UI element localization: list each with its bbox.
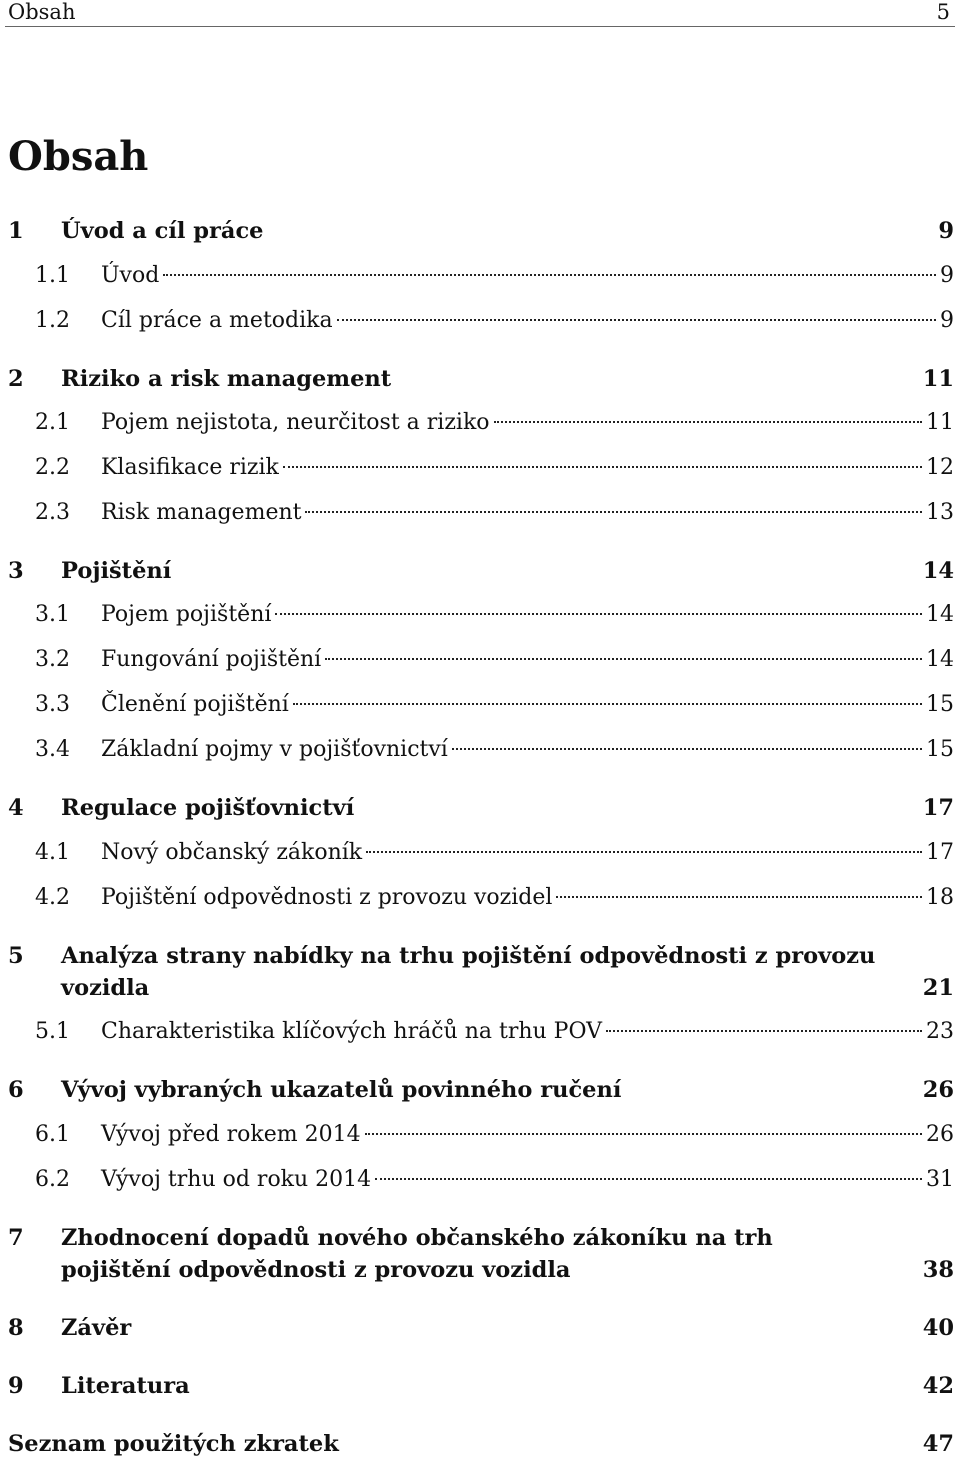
toc-section[interactable] — [8, 407, 954, 439]
dot-leader — [325, 658, 922, 660]
toc-number: 4.1 — [35, 840, 70, 865]
toc-number: 2.1 — [35, 410, 70, 435]
toc-section[interactable] — [8, 452, 954, 484]
toc-label: Analýza strany nabídky na trhu pojištění odpovědnosti z provozu vozidla — [61, 943, 876, 1001]
toc-page: 38 — [922, 1257, 954, 1283]
toc-label: Pojištění — [61, 558, 172, 584]
toc-section[interactable] — [8, 260, 954, 292]
toc-label: Literatura — [61, 1373, 190, 1399]
toc-chapter[interactable] — [8, 792, 954, 824]
page-header — [5, 0, 955, 27]
toc-chapter[interactable] — [8, 1370, 954, 1402]
header-section-title: Obsah — [8, 0, 76, 24]
toc-label: Fungování pojištění — [101, 647, 322, 672]
dot-leader — [606, 1030, 922, 1032]
toc-number: 2.3 — [35, 500, 70, 525]
toc-number: 6.2 — [35, 1167, 70, 1192]
toc-label: Úvod — [101, 263, 160, 288]
toc-section[interactable] — [8, 689, 954, 721]
toc-number: 5.1 — [35, 1019, 70, 1044]
toc-page: 9 — [938, 218, 954, 244]
toc-label: Risk management — [101, 500, 302, 525]
toc-page: 17 — [926, 840, 954, 865]
toc-page: 15 — [926, 692, 954, 717]
toc-label: Pojem pojištění — [101, 602, 272, 627]
toc-page: 31 — [926, 1167, 954, 1192]
toc-label: Základní pojmy v pojišťovnictví — [101, 737, 448, 762]
toc-number: 1 — [8, 218, 24, 244]
dot-leader — [337, 319, 936, 321]
toc-label: Riziko a risk management — [61, 366, 392, 392]
toc-section[interactable] — [8, 644, 954, 676]
toc-page: 26 — [926, 1122, 954, 1147]
dot-leader — [163, 274, 936, 276]
toc-label: Závěr — [61, 1315, 132, 1341]
toc-chapter[interactable] — [8, 1074, 954, 1106]
dot-leader — [283, 466, 922, 468]
dot-leader — [365, 1133, 922, 1135]
dot-leader — [452, 748, 922, 750]
toc-number: 9 — [8, 1373, 24, 1399]
toc-section[interactable] — [8, 497, 954, 529]
toc-label: Vývoj vybraných ukazatelů povinného ručení — [61, 1077, 622, 1103]
toc-chapter[interactable] — [8, 1222, 954, 1286]
toc-label: Úvod a cíl práce — [61, 218, 264, 244]
toc-chapter[interactable] — [8, 555, 954, 587]
toc-page: 42 — [922, 1373, 954, 1399]
toc-page: 13 — [926, 500, 954, 525]
dot-leader — [275, 613, 922, 615]
dot-leader — [375, 1178, 922, 1180]
dot-leader — [556, 896, 922, 898]
toc-number: 1.2 — [35, 308, 70, 333]
toc-number: 6 — [8, 1077, 24, 1103]
toc-page: 14 — [922, 558, 954, 584]
toc-number: 7 — [8, 1225, 24, 1251]
toc-section[interactable] — [8, 734, 954, 766]
toc-page: 11 — [926, 410, 954, 435]
toc-number: 1.1 — [35, 263, 70, 288]
toc-number: 3.4 — [35, 737, 70, 762]
toc-number: 2 — [8, 366, 24, 392]
toc-number: 2.2 — [35, 455, 70, 480]
toc-section[interactable] — [8, 1119, 954, 1151]
toc-number: 3.3 — [35, 692, 70, 717]
toc-section[interactable] — [8, 1164, 954, 1196]
toc-page: 26 — [922, 1077, 954, 1103]
toc-page: 9 — [940, 263, 954, 288]
toc-page: 17 — [922, 795, 954, 821]
toc-chapter[interactable] — [8, 940, 954, 1004]
toc-page: 9 — [940, 308, 954, 333]
toc-number: 6.1 — [35, 1122, 70, 1147]
toc-number: 8 — [8, 1315, 24, 1341]
toc-section[interactable] — [8, 305, 954, 337]
toc-page: 47 — [922, 1431, 954, 1457]
toc-label: Pojištění odpovědnosti z provozu vozidel — [101, 885, 553, 910]
page-title: Obsah — [8, 133, 149, 180]
toc-chapter[interactable] — [8, 363, 954, 395]
dot-leader — [494, 421, 922, 423]
toc-page: 18 — [926, 885, 954, 910]
dot-leader — [305, 511, 922, 513]
toc-label: Cíl práce a metodika — [101, 308, 333, 333]
toc-number: 4 — [8, 795, 24, 821]
toc-number: 3.1 — [35, 602, 70, 627]
toc-label: Vývoj trhu od roku 2014 — [101, 1167, 372, 1192]
toc-label: Pojem nejistota, neurčitost a riziko — [101, 410, 490, 435]
toc-section[interactable] — [8, 599, 954, 631]
toc-unnumbered[interactable] — [8, 1428, 954, 1460]
toc-page: 12 — [926, 455, 954, 480]
toc-number: 3.2 — [35, 647, 70, 672]
toc-page: 11 — [922, 366, 954, 392]
dot-leader — [366, 851, 922, 853]
toc-page: 15 — [926, 737, 954, 762]
toc-page: 40 — [922, 1315, 954, 1341]
toc-page: 21 — [922, 975, 954, 1001]
toc-page: 14 — [926, 647, 954, 672]
toc-label: Charakteristika klíčových hráčů na trhu POV — [101, 1019, 603, 1044]
toc-label: Nový občanský zákoník — [101, 840, 363, 865]
toc-label: Regulace pojišťovnictví — [61, 795, 355, 821]
toc-label: Zhodnocení dopadů nového občanského zákoníku na trh pojištění odpovědnosti z provozu vozidla — [61, 1225, 773, 1283]
toc-number: 3 — [8, 558, 24, 584]
toc-page: 14 — [926, 602, 954, 627]
toc-section[interactable] — [8, 882, 954, 914]
toc-number: 5 — [8, 943, 24, 969]
toc-label: Vývoj před rokem 2014 — [101, 1122, 361, 1147]
toc-section[interactable] — [8, 1016, 954, 1048]
toc-section[interactable] — [8, 837, 954, 869]
toc-number: 4.2 — [35, 885, 70, 910]
toc-chapter[interactable] — [8, 1312, 954, 1344]
dot-leader — [293, 703, 922, 705]
toc-chapter[interactable] — [8, 215, 954, 247]
toc-page: 23 — [926, 1019, 954, 1044]
toc-label: Klasifikace rizik — [101, 455, 279, 480]
header-page-number: 5 — [936, 0, 950, 24]
toc-label: Členění pojištění — [101, 692, 289, 717]
toc-label: Seznam použitých zkratek — [8, 1431, 339, 1457]
